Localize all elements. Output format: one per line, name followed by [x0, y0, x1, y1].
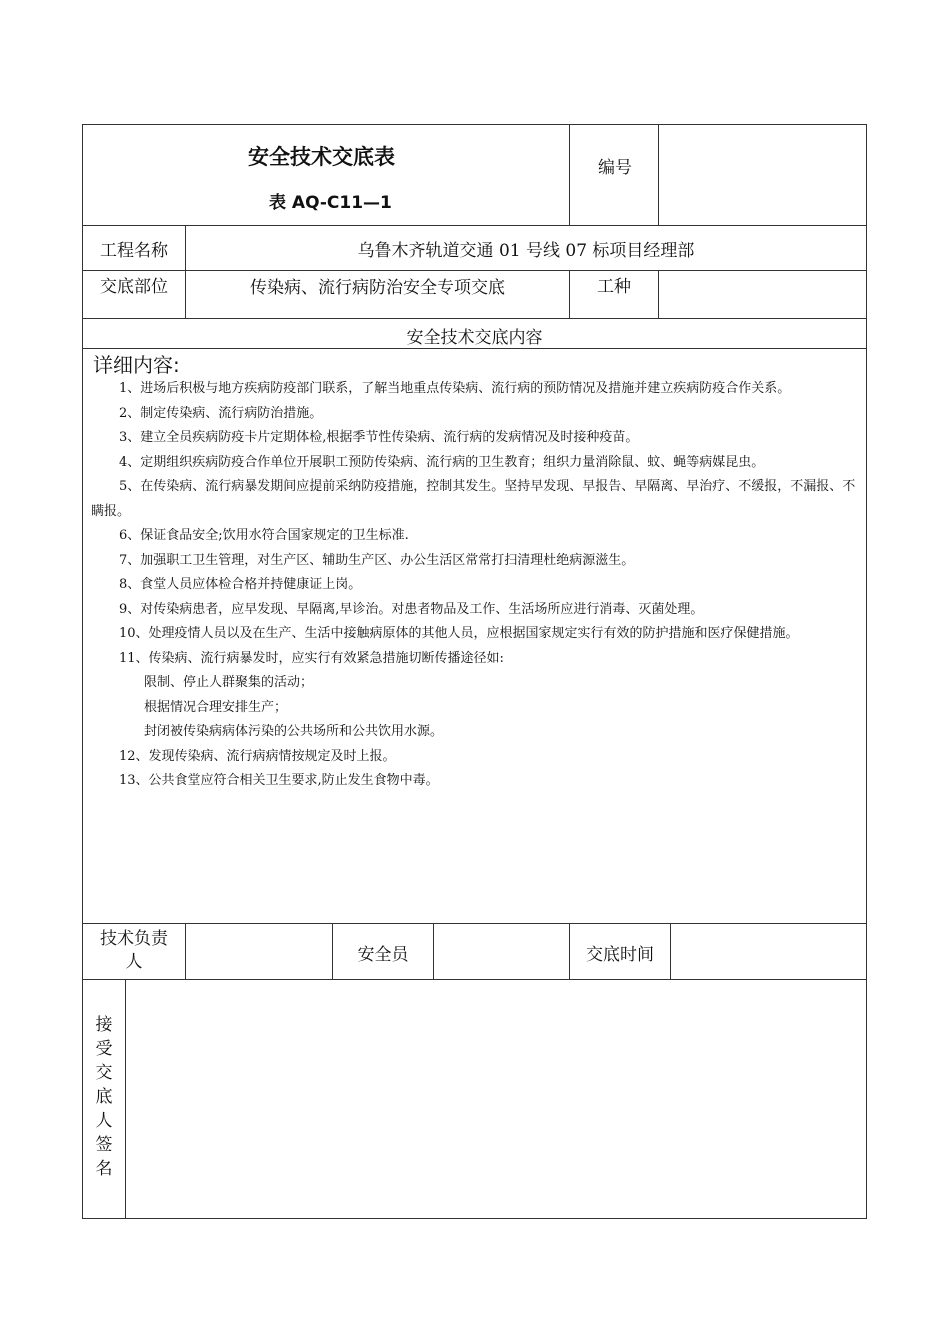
- detail-sub-item: 限制、停止人群聚集的活动；: [144, 675, 314, 690]
- detail-item: 4、定期组织疾病防疫合作单位开展职工预防传染病、流行病的卫生教育；组织力量消除鼠、蚊、蝇等病媒昆虫。: [119, 454, 765, 470]
- detail-item: 13、公共食堂应符合相关卫生要求,防止发生食物中毒。: [119, 773, 439, 788]
- project-name-value[interactable]: 乌鲁木齐轨道交通 01 号线 07 标项目经理部: [357, 241, 695, 261]
- recipient-signature-field[interactable]: [129, 983, 862, 1213]
- form-code: 表 AQ-C11—1: [269, 193, 392, 213]
- label-char: 名: [95, 1159, 113, 1179]
- detail-item: 8、食堂人员应体检合格并持健康证上岗。: [119, 577, 362, 592]
- row-divider: [83, 225, 866, 226]
- details-heading: 详细内容:: [93, 353, 180, 377]
- detail-item: 11、传染病、流行病暴发时，应实行有效紧急措施切断传播途径如:: [119, 650, 504, 666]
- detail-item: 5、在传染病、流行病暴发期间应提前采纳防疫措施，控制其发生。坚持早发现、早报告、早隔离、早治疗、不缓报，不漏报、不瞒报。: [91, 479, 856, 519]
- col-divider: [658, 125, 659, 225]
- col-divider: [433, 923, 434, 979]
- briefing-time-field[interactable]: [674, 928, 862, 974]
- row-divider: [83, 979, 866, 980]
- detail-item: 6、保证食品安全;饮用水符合国家规定的卫生标准.: [119, 528, 409, 543]
- recipient-signature-label: [83, 1013, 125, 1181]
- briefing-part-value[interactable]: 传染病、流行病防治安全专项交底: [250, 278, 505, 298]
- detail-sub-item: 根据情况合理安排生产；: [144, 699, 288, 715]
- label-char: 交: [95, 1063, 113, 1083]
- safety-officer-field[interactable]: [437, 928, 565, 974]
- row-divider: [83, 923, 866, 924]
- section-title: 安全技术交底内容: [406, 328, 543, 348]
- detail-item: 3、建立全员疾病防疫卡片定期体检,根据季节性传染病、流行病的发病情况及时接种疫苗。: [119, 430, 639, 445]
- col-divider: [670, 923, 671, 979]
- row-divider: [83, 270, 866, 271]
- label-char: 接: [95, 1015, 113, 1035]
- trade-label: 工种: [597, 277, 631, 297]
- detail-item: 1、进场后积极与地方疾病防疫部门联系，了解当地重点传染病、流行病的预防情况及措施并建立疾病防疫合作关系。: [119, 381, 791, 396]
- row-divider: [83, 318, 866, 319]
- detail-item: 9、对传染病患者，应早发现、早隔离,早诊治。对患者物品及工作、生活场所应进行消毒、灭菌处理。: [119, 601, 704, 617]
- label-char: 受: [95, 1039, 113, 1059]
- label-char: 底: [95, 1087, 113, 1107]
- detail-sub-item: 封闭被传染病病体污染的公共场所和公共饮用水源。: [144, 724, 444, 739]
- safety-briefing-form: [82, 124, 867, 1219]
- number-field[interactable]: [663, 135, 863, 215]
- safety-officer-label: 安全员: [357, 945, 409, 965]
- label-char: 签: [95, 1135, 113, 1155]
- briefing-content: [83, 351, 866, 794]
- detail-item: 12、发现传染病、流行病病情按规定及时上报。: [119, 748, 396, 764]
- trade-field[interactable]: [663, 275, 863, 313]
- tech-lead-label-line2: 人: [125, 952, 143, 972]
- briefing-time-label: 交底时间: [586, 945, 654, 965]
- tech-lead-label-line1: 技术负责: [100, 929, 168, 949]
- row-divider: [83, 348, 866, 349]
- detail-item: 7、加强职工卫生管理，对生产区、辅助生产区、办公生活区常常打扫清理杜绝病源滋生。: [119, 552, 635, 568]
- detail-item: 10、处理疫情人员以及在生产、生活中接触病原体的其他人员，应根据国家规定实行有效的防护措施和医疗保健措施。: [119, 626, 799, 641]
- number-label: 编号: [598, 158, 632, 178]
- tech-lead-field[interactable]: [189, 928, 329, 974]
- col-divider: [569, 125, 570, 225]
- label-char: 人: [95, 1111, 113, 1131]
- col-divider: [185, 923, 186, 979]
- briefing-part-label: 交底部位: [100, 277, 168, 297]
- col-divider: [125, 979, 126, 1218]
- col-divider: [658, 270, 659, 318]
- detail-item: 2、制定传染病、流行病防治措施。: [119, 405, 323, 421]
- form-title: 安全技术交底表: [248, 145, 395, 169]
- project-name-label: 工程名称: [100, 241, 168, 261]
- tech-lead-label: [83, 928, 185, 974]
